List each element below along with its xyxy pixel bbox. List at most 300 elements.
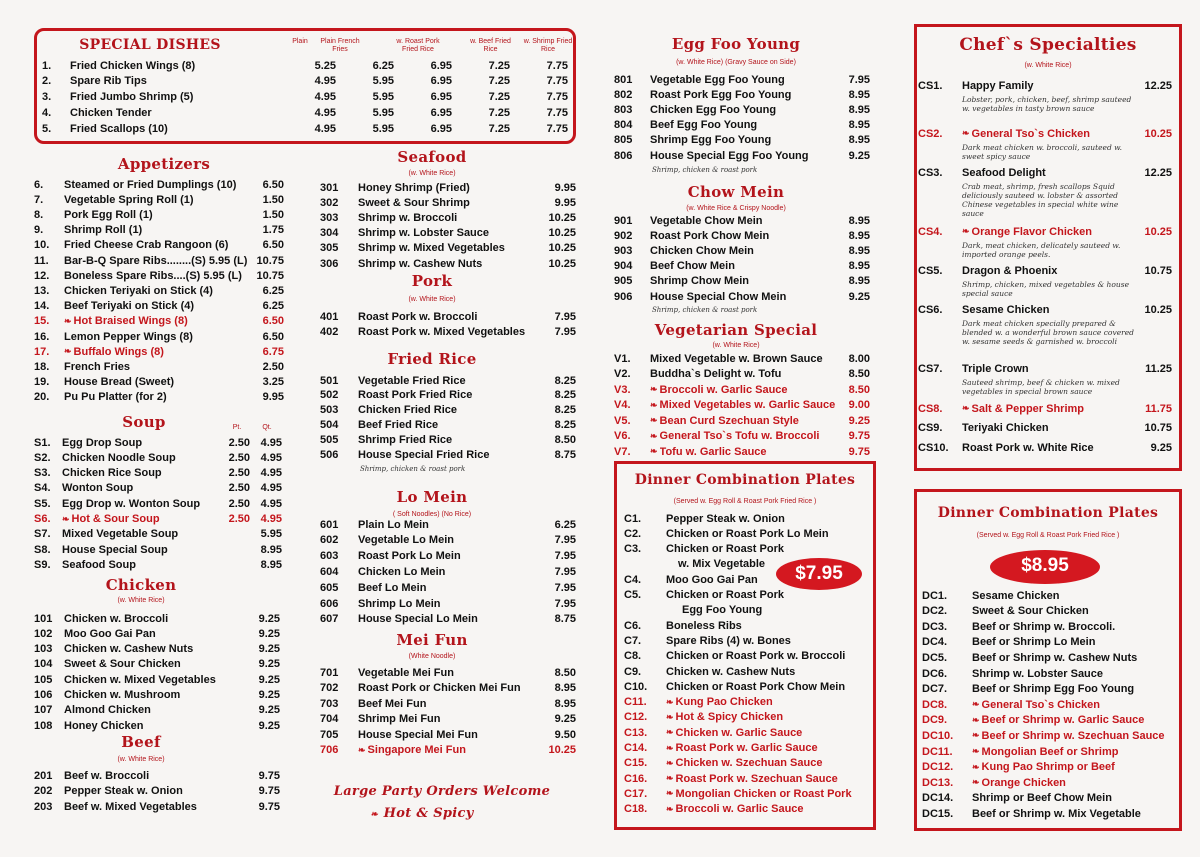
menu-item-egg-foo-young bbox=[614, 72, 870, 87]
item-name: House Special Fried Rice bbox=[358, 449, 490, 461]
menu-item-combo bbox=[922, 806, 1176, 821]
menu-item-combo bbox=[922, 650, 1176, 665]
menu-item-chicken bbox=[34, 688, 280, 703]
price-column-header: w. Beef Fried Rice bbox=[470, 38, 511, 53]
item-name: Chicken w. Garlic Sauce bbox=[675, 726, 803, 739]
item-code: C2. bbox=[624, 527, 642, 540]
menu-item-chef-special bbox=[918, 224, 1172, 239]
item-price: 8.50 bbox=[848, 368, 870, 380]
item-name: Roast Pork w. Szechuan Sauce bbox=[675, 772, 838, 785]
hot-pepper-icon: ❧ bbox=[650, 384, 658, 394]
item-price: 10.75 bbox=[256, 269, 284, 282]
item-price: 7.75 bbox=[546, 122, 568, 135]
item-price: 9.25 bbox=[848, 414, 870, 427]
item-code: C3. bbox=[624, 543, 642, 556]
item-name: Chicken or Roast Pork Chow Mein bbox=[666, 680, 846, 693]
item-price-quart: 4.95 bbox=[260, 497, 282, 510]
item-name: Egg Drop w. Wonton Soup bbox=[62, 497, 201, 510]
item-code: DC7. bbox=[922, 683, 948, 696]
item-code: V1. bbox=[614, 352, 631, 365]
hot-pepper-icon: ❧ bbox=[650, 399, 658, 410]
menu-item-pork bbox=[320, 325, 576, 340]
item-name: Chicken Rice Soup bbox=[62, 467, 162, 480]
menu-item-appetizer bbox=[34, 177, 284, 192]
item-name: Shrimp Chow Mein bbox=[650, 275, 749, 288]
item-price-pint: 2.50 bbox=[228, 436, 250, 449]
item-price-pint: 2.50 bbox=[228, 497, 250, 510]
menu-item-combo bbox=[624, 786, 872, 801]
item-name: Chicken w. Broccoli bbox=[64, 612, 169, 625]
hot-spicy-legend bbox=[342, 806, 502, 821]
item-price: 4.95 bbox=[314, 91, 336, 104]
section-title-lo-mein: Lo Mein bbox=[396, 488, 468, 506]
item-price: 10.25 bbox=[548, 257, 576, 270]
menu-item-appetizer bbox=[34, 253, 284, 268]
item-name: Vegetable Mei Fun bbox=[358, 666, 454, 679]
item-code: 805 bbox=[614, 134, 633, 147]
item-price: 10.25 bbox=[548, 242, 576, 255]
item-name: Teriyaki Chicken bbox=[962, 421, 1049, 434]
hot-pepper-icon: ❧ bbox=[666, 803, 674, 814]
item-price: 9.25 bbox=[258, 719, 280, 732]
item-price: 6.25 bbox=[262, 284, 284, 297]
item-name: Shrimp Mei Fun bbox=[358, 713, 441, 725]
item-code: C15. bbox=[624, 757, 648, 770]
item-name: Hot & Sour Soup bbox=[71, 513, 160, 525]
item-name: Roast Pork Lo Mein bbox=[358, 550, 461, 563]
item-name: General Tso`s Tofu w. Broccoli bbox=[659, 430, 820, 442]
item-price: 2.50 bbox=[262, 360, 284, 373]
menu-item-seafood bbox=[320, 210, 576, 225]
menu-item-chow-mein bbox=[614, 259, 870, 274]
hot-pepper-icon: ❧ bbox=[972, 761, 980, 772]
section-note-fried-rice: Shrimp, chicken & roast pork bbox=[360, 465, 466, 473]
item-code: S7. bbox=[34, 528, 51, 541]
menu-item-soup bbox=[34, 527, 282, 542]
item-price: 9.25 bbox=[848, 290, 870, 303]
item-price-pint: 2.50 bbox=[228, 513, 250, 525]
item-price: 7.75 bbox=[546, 106, 568, 119]
item-price: 6.50 bbox=[262, 330, 284, 343]
item-code: 11. bbox=[34, 254, 49, 267]
menu-item-egg-foo-young bbox=[614, 118, 870, 133]
item-name: General Tso`s Chicken bbox=[981, 698, 1100, 711]
item-name: Moo Goo Gai Pan bbox=[64, 627, 156, 640]
menu-item-appetizer bbox=[34, 314, 284, 329]
item-name: Roast Pork w. Garlic Sauce bbox=[675, 742, 818, 754]
item-code: S1. bbox=[34, 436, 51, 449]
section-title-chicken: Chicken bbox=[105, 576, 177, 594]
menu-item-chicken bbox=[34, 626, 280, 641]
item-name: Kung Pao Chicken bbox=[675, 696, 773, 709]
item-name: Orange Flavor Chicken bbox=[971, 225, 1092, 238]
item-code: 604 bbox=[320, 565, 339, 578]
item-code: 802 bbox=[614, 88, 633, 101]
item-name: Seafood Soup bbox=[62, 558, 136, 571]
item-code: 1. bbox=[42, 59, 52, 72]
hot-pepper-icon: ❧ bbox=[650, 415, 658, 425]
item-name: Beef Fried Rice bbox=[358, 419, 439, 432]
menu-item-combo bbox=[624, 664, 872, 679]
hot-pepper-icon: ❧ bbox=[972, 699, 980, 710]
item-name: House Special Mei Fun bbox=[358, 728, 478, 741]
item-price: 8.75 bbox=[554, 613, 576, 626]
item-name: Beef or Shrimp w. Cashew Nuts bbox=[972, 651, 1138, 664]
menu-item-chicken bbox=[34, 611, 280, 626]
item-code: 202 bbox=[34, 785, 53, 797]
menu-item-combo bbox=[624, 618, 872, 633]
item-name: Shrimp Lo Mein bbox=[358, 597, 441, 610]
item-code: 903 bbox=[614, 244, 633, 257]
menu-item-combo bbox=[624, 588, 872, 603]
item-code: DC6. bbox=[922, 667, 948, 680]
item-name: Beef or Shrimp w. Mix Vegetable bbox=[972, 807, 1141, 820]
section-title-beef: Beef bbox=[121, 733, 161, 751]
item-price: 9.75 bbox=[258, 785, 280, 797]
item-name: Vegetable Egg Foo Young bbox=[650, 73, 785, 86]
item-code: C13. bbox=[624, 726, 648, 739]
item-name: Beef Chow Mein bbox=[650, 260, 735, 273]
menu-item-fried-rice bbox=[320, 388, 576, 403]
item-code: CS2. bbox=[918, 127, 943, 140]
item-price: 8.95 bbox=[848, 229, 870, 242]
menu-item-combo bbox=[624, 756, 872, 771]
item-code: DC15. bbox=[922, 807, 954, 820]
item-name: Vegetable Lo Mein bbox=[358, 534, 454, 547]
menu-item-soup bbox=[34, 557, 282, 572]
menu-item-chow-mein bbox=[614, 289, 870, 304]
item-code: C8. bbox=[624, 650, 642, 663]
item-code: C18. bbox=[624, 803, 648, 816]
menu-item-pork bbox=[320, 309, 576, 324]
menu-item-appetizer bbox=[34, 390, 284, 405]
item-name: House Special Chow Mein bbox=[650, 290, 787, 303]
menu-item-combo bbox=[624, 725, 872, 740]
item-name: Pu Pu Platter (for 2) bbox=[64, 391, 167, 404]
hot-pepper-icon: ❧ bbox=[666, 742, 674, 753]
item-price: 9.00 bbox=[848, 399, 870, 411]
item-code: 304 bbox=[320, 227, 339, 240]
item-code: 105 bbox=[34, 673, 53, 686]
item-name: Roast Pork Chow Mein bbox=[650, 229, 770, 242]
item-price: 9.25 bbox=[848, 149, 870, 162]
item-name: Orange Chicken bbox=[981, 776, 1066, 789]
item-price: 5.95 bbox=[372, 91, 394, 104]
item-description: Dark meat chicken w. broccoli, sauteed w. sweet spicy sauce bbox=[962, 143, 1123, 161]
item-price: 6.25 bbox=[262, 300, 284, 313]
item-code: 701 bbox=[320, 666, 339, 679]
item-price: 4.95 bbox=[314, 106, 336, 119]
item-name: Chicken w. Mixed Vegetables bbox=[64, 673, 216, 686]
item-price: 8.95 bbox=[848, 244, 870, 257]
menu-item-combo bbox=[624, 695, 872, 710]
item-name: Shrimp w. Mixed Vegetables bbox=[358, 242, 505, 255]
item-name: Beef or Shrimp w. Garlic Sauce bbox=[981, 714, 1145, 727]
menu-item-vegetarian bbox=[614, 398, 870, 413]
menu-item-soup bbox=[34, 542, 282, 557]
item-code: 4. bbox=[42, 106, 52, 119]
menu-item-appetizer bbox=[34, 283, 284, 298]
item-price-pint: 2.50 bbox=[228, 482, 250, 495]
menu-item-chef-special bbox=[918, 420, 1172, 435]
item-code: 401 bbox=[320, 310, 339, 323]
item-name: Mixed Vegetable Soup bbox=[62, 528, 179, 541]
item-name: Mixed Vegetable w. Brown Sauce bbox=[650, 352, 823, 365]
item-name: Steamed or Fried Dumplings (10) bbox=[64, 178, 237, 191]
item-price: 6.95 bbox=[430, 75, 452, 88]
hot-pepper-icon: ❧ bbox=[358, 744, 366, 755]
item-price: 5.95 bbox=[372, 106, 394, 119]
item-code: 3. bbox=[42, 91, 52, 104]
item-code: 902 bbox=[614, 229, 633, 242]
item-price: 8.95 bbox=[848, 260, 870, 273]
item-price: 9.25 bbox=[258, 673, 280, 686]
item-code: C14. bbox=[624, 742, 648, 754]
item-price: 8.95 bbox=[554, 682, 576, 694]
section-subtitle-chef-specialties: (w. White Rice) bbox=[1024, 62, 1072, 69]
item-code: 804 bbox=[614, 119, 633, 132]
section-title-mei-fun: Mei Fun bbox=[396, 631, 468, 649]
item-code: 20. bbox=[34, 391, 50, 404]
item-name: Shrimp Roll (1) bbox=[64, 224, 143, 237]
item-code: V7. bbox=[614, 445, 631, 458]
item-name: Mongolian Beef or Shrimp bbox=[981, 745, 1119, 758]
item-name: Broccoli w. Garlic Sauce bbox=[675, 803, 804, 816]
item-price: 9.95 bbox=[554, 196, 576, 209]
item-code: 506 bbox=[320, 449, 339, 461]
item-name: Fried Scallops (10) bbox=[70, 122, 168, 135]
item-code: 103 bbox=[34, 643, 53, 656]
menu-item-special bbox=[42, 105, 568, 120]
item-price: 7.95 bbox=[554, 597, 576, 610]
hot-pepper-icon: ❧ bbox=[64, 346, 72, 357]
item-price: 9.50 bbox=[554, 728, 576, 741]
section-title-appetizers: Appetizers bbox=[117, 155, 211, 173]
hot-pepper-icon: ❧ bbox=[972, 777, 980, 788]
item-price: 7.95 bbox=[554, 310, 576, 323]
item-description: Crab meat, shrimp, fresh scallops Squid deliciously sauteed w. lobster & assorted Chinese vegetables in special white wine sauce bbox=[962, 182, 1119, 218]
item-price-quart: 8.95 bbox=[260, 543, 282, 556]
item-name: Singapore Mei Fun bbox=[367, 744, 466, 756]
item-code: DC14. bbox=[922, 792, 954, 805]
item-price: 10.25 bbox=[548, 744, 576, 756]
price-column-header: w. Roast Pork Fried Rice bbox=[396, 38, 440, 53]
menu-item-appetizer bbox=[34, 299, 284, 314]
menu-item-fried-rice bbox=[320, 448, 576, 463]
item-price: 12.25 bbox=[1144, 166, 1172, 179]
item-code: 906 bbox=[614, 290, 633, 303]
item-code: 104 bbox=[34, 658, 53, 671]
item-price: 6.95 bbox=[430, 122, 452, 135]
item-price: 10.25 bbox=[548, 211, 576, 224]
section-subtitle-beef: (w. White Rice) bbox=[117, 756, 165, 763]
item-price-quart: 4.95 bbox=[260, 451, 282, 464]
item-name: Chicken w. Mushroom bbox=[64, 689, 181, 701]
menu-item-combo bbox=[922, 666, 1176, 681]
quart-header: Qt. bbox=[262, 424, 272, 431]
menu-item-combo bbox=[922, 775, 1176, 790]
item-code: V6. bbox=[614, 430, 631, 442]
pint-header: Pt. bbox=[232, 424, 242, 431]
item-code: 603 bbox=[320, 550, 339, 563]
menu-item-chef-special bbox=[918, 126, 1172, 141]
item-price: 6.50 bbox=[262, 178, 284, 191]
item-code: CS6. bbox=[918, 303, 943, 316]
menu-item-chicken bbox=[34, 672, 280, 687]
menu-item-chef-special bbox=[918, 263, 1172, 278]
item-name: Plain Lo Mein bbox=[358, 518, 429, 531]
menu-item-egg-foo-young bbox=[614, 87, 870, 102]
section-subtitle-lo-mein: ( Soft Noodles) (No Rice) bbox=[392, 511, 472, 518]
item-name: Roast Pork w. White Rice bbox=[962, 441, 1094, 454]
item-price: 9.25 bbox=[258, 704, 280, 717]
item-name: Wonton Soup bbox=[62, 482, 134, 495]
item-price: 8.25 bbox=[554, 419, 576, 432]
item-price: 7.95 bbox=[554, 550, 576, 563]
menu-item-chef-special bbox=[918, 165, 1172, 180]
item-price: 1.50 bbox=[262, 208, 284, 221]
item-description: Dark meat chicken specially prepared & blended w. a wonderful brown sauce covered w. sesame seeds & garnished w. broccoli bbox=[962, 319, 1134, 346]
item-name: Shrimp Fried Rice bbox=[358, 434, 453, 447]
item-code: 501 bbox=[320, 374, 339, 387]
item-name: Beef or Shrimp w. Szechuan Sauce bbox=[981, 729, 1165, 742]
item-description: Shrimp, chicken, mixed vegetables & house special sauce bbox=[962, 280, 1130, 298]
item-code: 7. bbox=[34, 193, 44, 206]
menu-item-vegetarian bbox=[614, 382, 870, 397]
item-price: 8.95 bbox=[848, 275, 870, 288]
item-name: Tofu w. Garlic Sauce bbox=[659, 445, 767, 458]
price-column-header: w. Shrimp Fried Rice bbox=[523, 38, 573, 53]
item-name: House Special Soup bbox=[62, 543, 168, 556]
item-price: 7.95 bbox=[848, 73, 870, 86]
item-code: 904 bbox=[614, 260, 633, 273]
item-price: 8.25 bbox=[554, 374, 576, 387]
item-name: Moo Goo Gai Pan bbox=[666, 573, 758, 586]
hot-pepper-icon: ❧ bbox=[64, 315, 72, 326]
section-subtitle-egg-foo-young: (w. White Rice) (Gravy Sauce on Side) bbox=[676, 59, 796, 66]
item-code: 803 bbox=[614, 103, 633, 116]
item-code: 505 bbox=[320, 434, 339, 447]
item-code: 106 bbox=[34, 689, 53, 701]
item-name: Pepper Steak w. Onion bbox=[666, 512, 785, 525]
item-price: 8.50 bbox=[848, 383, 870, 396]
item-name: Chicken Egg Foo Young bbox=[650, 103, 777, 116]
item-name: Spare Ribs (4) w. Bones bbox=[666, 634, 791, 647]
item-price: 11.75 bbox=[1145, 402, 1172, 415]
item-code: S6. bbox=[34, 513, 51, 525]
item-name: Egg Drop Soup bbox=[62, 436, 143, 449]
item-name: Seafood Delight bbox=[962, 166, 1046, 179]
item-code: DC1. bbox=[922, 589, 948, 602]
menu-item-chow-mein bbox=[614, 274, 870, 289]
item-price: 9.25 bbox=[258, 658, 280, 671]
menu-item-soup bbox=[34, 466, 282, 481]
item-code: 706 bbox=[320, 744, 339, 756]
item-code: DC5. bbox=[922, 651, 948, 664]
item-name: Chicken Teriyaki on Stick (4) bbox=[64, 284, 213, 297]
item-code: 302 bbox=[320, 196, 339, 209]
menu-item-chef-special bbox=[918, 440, 1172, 455]
item-price: 9.75 bbox=[848, 445, 870, 458]
item-name: Chicken Fried Rice bbox=[358, 404, 458, 417]
menu-item-vegetarian bbox=[614, 367, 870, 382]
item-name: Roast Pork w. Mixed Vegetables bbox=[358, 326, 526, 338]
item-price: 8.95 bbox=[848, 134, 870, 147]
hot-pepper-icon: ❧ bbox=[972, 730, 980, 741]
item-name: Sweet & Sour Chicken bbox=[972, 605, 1089, 618]
item-code: C1. bbox=[624, 512, 642, 525]
item-code: 602 bbox=[320, 534, 339, 547]
item-code: CS8. bbox=[918, 402, 943, 415]
item-name: Shrimp w. Cashew Nuts bbox=[358, 257, 483, 270]
menu-item-combo bbox=[624, 511, 872, 526]
hot-pepper-icon: ❧ bbox=[650, 446, 658, 456]
item-price: 9.75 bbox=[848, 430, 870, 442]
item-code: C11. bbox=[624, 696, 647, 709]
item-code: 301 bbox=[320, 181, 339, 194]
item-name: Chicken w. Cashew Nuts bbox=[64, 643, 194, 656]
menu-item-appetizer bbox=[34, 238, 284, 253]
item-name: Sesame Chicken bbox=[972, 589, 1060, 602]
item-name: Chicken or Roast Pork w. Broccoli bbox=[666, 650, 846, 663]
hot-pepper-icon: ❧ bbox=[972, 746, 980, 756]
item-code: 107 bbox=[34, 704, 53, 717]
combo-price-badge: $8.95 bbox=[990, 550, 1100, 584]
item-code: CS1. bbox=[918, 79, 943, 92]
item-code: 6. bbox=[34, 178, 44, 191]
item-name: Chicken or Roast Pork Lo Mein bbox=[666, 527, 829, 540]
item-price: 6.50 bbox=[262, 239, 284, 252]
item-price-pint: 2.50 bbox=[228, 467, 250, 480]
item-name: Boneless Ribs bbox=[666, 619, 742, 632]
item-code: 702 bbox=[320, 682, 339, 694]
menu-item-combo bbox=[922, 619, 1176, 634]
menu-item-lo-mein bbox=[320, 580, 576, 595]
item-code: S4. bbox=[34, 482, 51, 495]
menu-item-chef-special bbox=[918, 302, 1172, 317]
item-code: 16. bbox=[34, 330, 50, 343]
menu-item-seafood bbox=[320, 256, 576, 271]
item-code: 607 bbox=[320, 613, 339, 626]
item-code: CS4. bbox=[918, 225, 943, 238]
section-title-seafood: Seafood bbox=[397, 148, 467, 166]
item-price: 10.25 bbox=[1144, 303, 1172, 316]
menu-item-combo bbox=[624, 649, 872, 664]
item-price: 7.95 bbox=[554, 565, 576, 578]
item-price: 7.25 bbox=[488, 91, 510, 104]
item-code: CS5. bbox=[918, 264, 943, 277]
menu-item-egg-foo-young bbox=[614, 148, 870, 163]
menu-item-appetizer bbox=[34, 268, 284, 283]
item-name: Chicken or Roast Pork bbox=[666, 589, 784, 601]
item-code: S9. bbox=[34, 558, 51, 571]
item-name: Vegetable Fried Rice bbox=[358, 374, 466, 387]
item-price: 10.25 bbox=[1144, 127, 1172, 140]
menu-item-combo bbox=[922, 697, 1176, 712]
menu-item-appetizer bbox=[34, 359, 284, 374]
item-name: Beef or Shrimp Egg Foo Young bbox=[972, 683, 1135, 696]
item-code: 901 bbox=[614, 214, 633, 227]
menu-item-chow-mein bbox=[614, 213, 870, 228]
item-name: Roast Pork w. Broccoli bbox=[358, 310, 478, 323]
item-price: 7.95 bbox=[554, 534, 576, 547]
hot-pepper-icon: ❧ bbox=[666, 788, 674, 799]
menu-item-vegetarian bbox=[614, 413, 870, 428]
menu-item-seafood bbox=[320, 226, 576, 241]
menu-item-special bbox=[42, 74, 568, 89]
item-code: 203 bbox=[34, 800, 53, 813]
item-code: DC4. bbox=[922, 636, 948, 649]
